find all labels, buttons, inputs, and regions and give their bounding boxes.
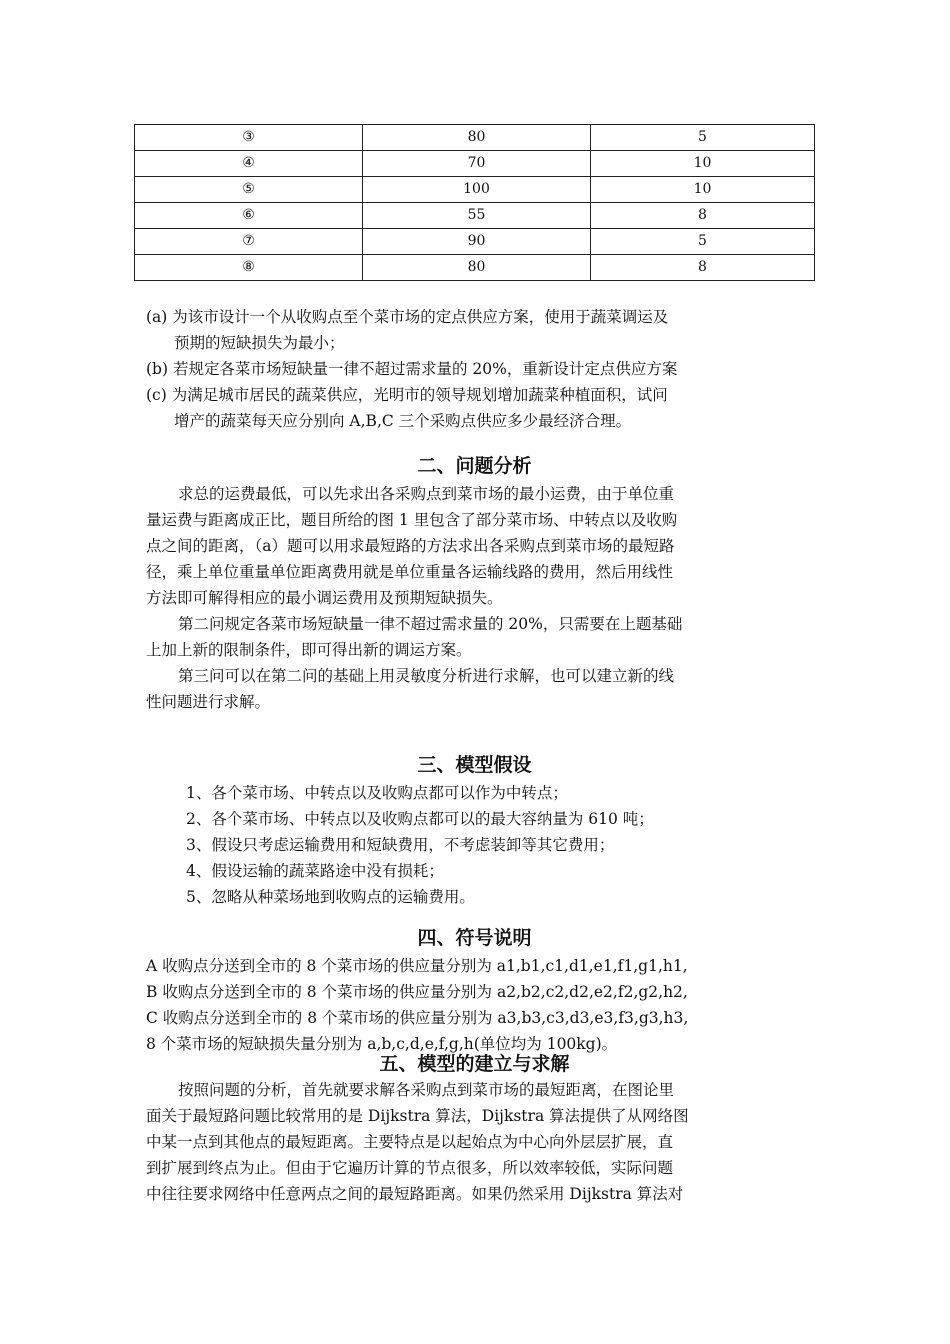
- loss-cell: 5: [591, 125, 815, 151]
- section2-p1-line: 方法即可解得相应的最小调运费用及预期短缺损失。: [146, 589, 503, 607]
- question-a-line1: (a) 为该市设计一个从收购点至个菜市场的定点供应方案，使用于蔬菜调运及: [146, 308, 669, 326]
- section2-p1-line: 径，乘上单位重量单位距离费用就是单位重量各运输线路的费用，然后用线性: [146, 563, 674, 581]
- table-row: [135, 255, 815, 281]
- loss-cell: 5: [591, 229, 815, 255]
- section4-title: 四、符号说明: [417, 927, 532, 949]
- assumption-item: 5、忽略从种菜场地到收购点的运输费用。: [186, 888, 475, 906]
- supply-table: [134, 124, 815, 281]
- section5-p1-line: 按照问题的分析，首先就要求解各采购点到菜市场的最短距离，在图论里: [178, 1081, 675, 1099]
- question-c-line1: (c) 为满足城市居民的蔬菜供应，光明市的领导规划增加蔬菜种植面积，试问: [146, 386, 668, 404]
- section2-p1-line: 点之间的距离，（a）题可以用求最短路的方法求出各采购点到菜市场的最短路: [146, 537, 675, 555]
- section2-p1-line: 求总的运费最低，可以先求出各采购点到菜市场的最小运费，由于单位重: [178, 485, 675, 503]
- questions-block: [146, 304, 816, 434]
- section2-p1-line: 量运费与距离成正比，题目所给的图 1 里包含了部分菜市场、中转点以及收购: [146, 511, 678, 529]
- market-id-cell: ⑥: [135, 203, 363, 229]
- section5-p1-line: 中某一点到其他点的最短距离。主要特点是以起始点为中心向外层层扩展，直: [146, 1133, 674, 1151]
- symbol-line: B 收购点分送到全市的 8 个菜市场的供应量分别为 a2,b2,c2,d2,e2,f2,g2,h2,: [146, 983, 688, 1001]
- symbol-line: A 收购点分送到全市的 8 个菜市场的供应量分别为 a1,b1,c1,d1,e1,f1,g1,h1,: [146, 957, 688, 975]
- demand-cell: 70: [363, 151, 591, 177]
- market-id-cell: ⑤: [135, 177, 363, 203]
- table-row: [135, 203, 815, 229]
- section2-p3-line: 性问题进行求解。: [146, 693, 271, 711]
- section4-body: [146, 953, 816, 1057]
- section5-title: 五、模型的建立与求解: [379, 1053, 570, 1075]
- question-c-line2: 增产的蔬菜每天应分别向 A,B,C 三个采购点供应多少最经济合理。: [174, 412, 632, 430]
- question-a-line2: 预期的短缺损失为最小；: [174, 334, 345, 352]
- symbol-line: C 收购点分送到全市的 8 个菜市场的供应量分别为 a3,b3,c3,d3,e3,f3,g3,h3,: [146, 1009, 689, 1027]
- section5-p1-line: 中往往要求网络中任意两点之间的最短路距离。如果仍然采用 Dijkstra 算法对: [146, 1185, 684, 1203]
- table-row: [135, 125, 815, 151]
- assumption-item: 3、假设只考虑运输费用和短缺费用，不考虑装卸等其它费用；: [186, 836, 615, 854]
- section5-p1-line: 面关于最短路问题比较常用的是 Dijkstra 算法，Dijkstra 算法提供了从网络图: [146, 1107, 689, 1125]
- table-row: [135, 151, 815, 177]
- section3-title: 三、模型假设: [417, 754, 532, 776]
- assumption-item: 1、各个菜市场、中转点以及收购点都可以作为中转点；: [186, 784, 568, 802]
- market-id-cell: ③: [135, 125, 363, 151]
- table-row: [135, 177, 815, 203]
- section2-p2-line: 上加上新的限制条件，即可得出新的调运方案。: [146, 641, 472, 659]
- loss-cell: 10: [591, 151, 815, 177]
- section2-title: 二、问题分析: [417, 455, 532, 477]
- section5-body: [146, 1077, 816, 1207]
- symbol-line: 8 个菜市场的短缺损失量分别为 a,b,c,d,e,f,g,h(单位均为 100kg)。: [146, 1035, 618, 1053]
- demand-cell: 100: [363, 177, 591, 203]
- demand-cell: 55: [363, 203, 591, 229]
- assumption-item: 4、假设运输的蔬菜路途中没有损耗；: [186, 862, 444, 880]
- assumption-item: 2、各个菜市场、中转点以及收购点都可以的最大容纳量为 610 吨；: [186, 810, 654, 828]
- demand-cell: 80: [363, 125, 591, 151]
- market-id-cell: ④: [135, 151, 363, 177]
- demand-cell: 90: [363, 229, 591, 255]
- section5-p1-line: 到扩展到终点为止。但由于它遍历计算的节点很多，所以效率较低，实际问题: [146, 1159, 674, 1177]
- market-id-cell: ⑧: [135, 255, 363, 281]
- loss-cell: 10: [591, 177, 815, 203]
- section3-list: [146, 780, 816, 910]
- loss-cell: 8: [591, 255, 815, 281]
- section2-p2-line: 第二问规定各菜市场短缺量一律不超过需求量的 20%，只需要在上题基础: [178, 615, 683, 633]
- market-id-cell: ⑦: [135, 229, 363, 255]
- section2-body: [146, 481, 816, 715]
- table-row: [135, 229, 815, 255]
- demand-cell: 80: [363, 255, 591, 281]
- loss-cell: 8: [591, 203, 815, 229]
- section2-p3-line: 第三问可以在第二问的基础上用灵敏度分析进行求解，也可以建立新的线: [178, 667, 675, 685]
- question-b-line1: (b) 若规定各菜市场短缺量一律不超过需求量的 20%，重新设计定点供应方案: [146, 360, 678, 378]
